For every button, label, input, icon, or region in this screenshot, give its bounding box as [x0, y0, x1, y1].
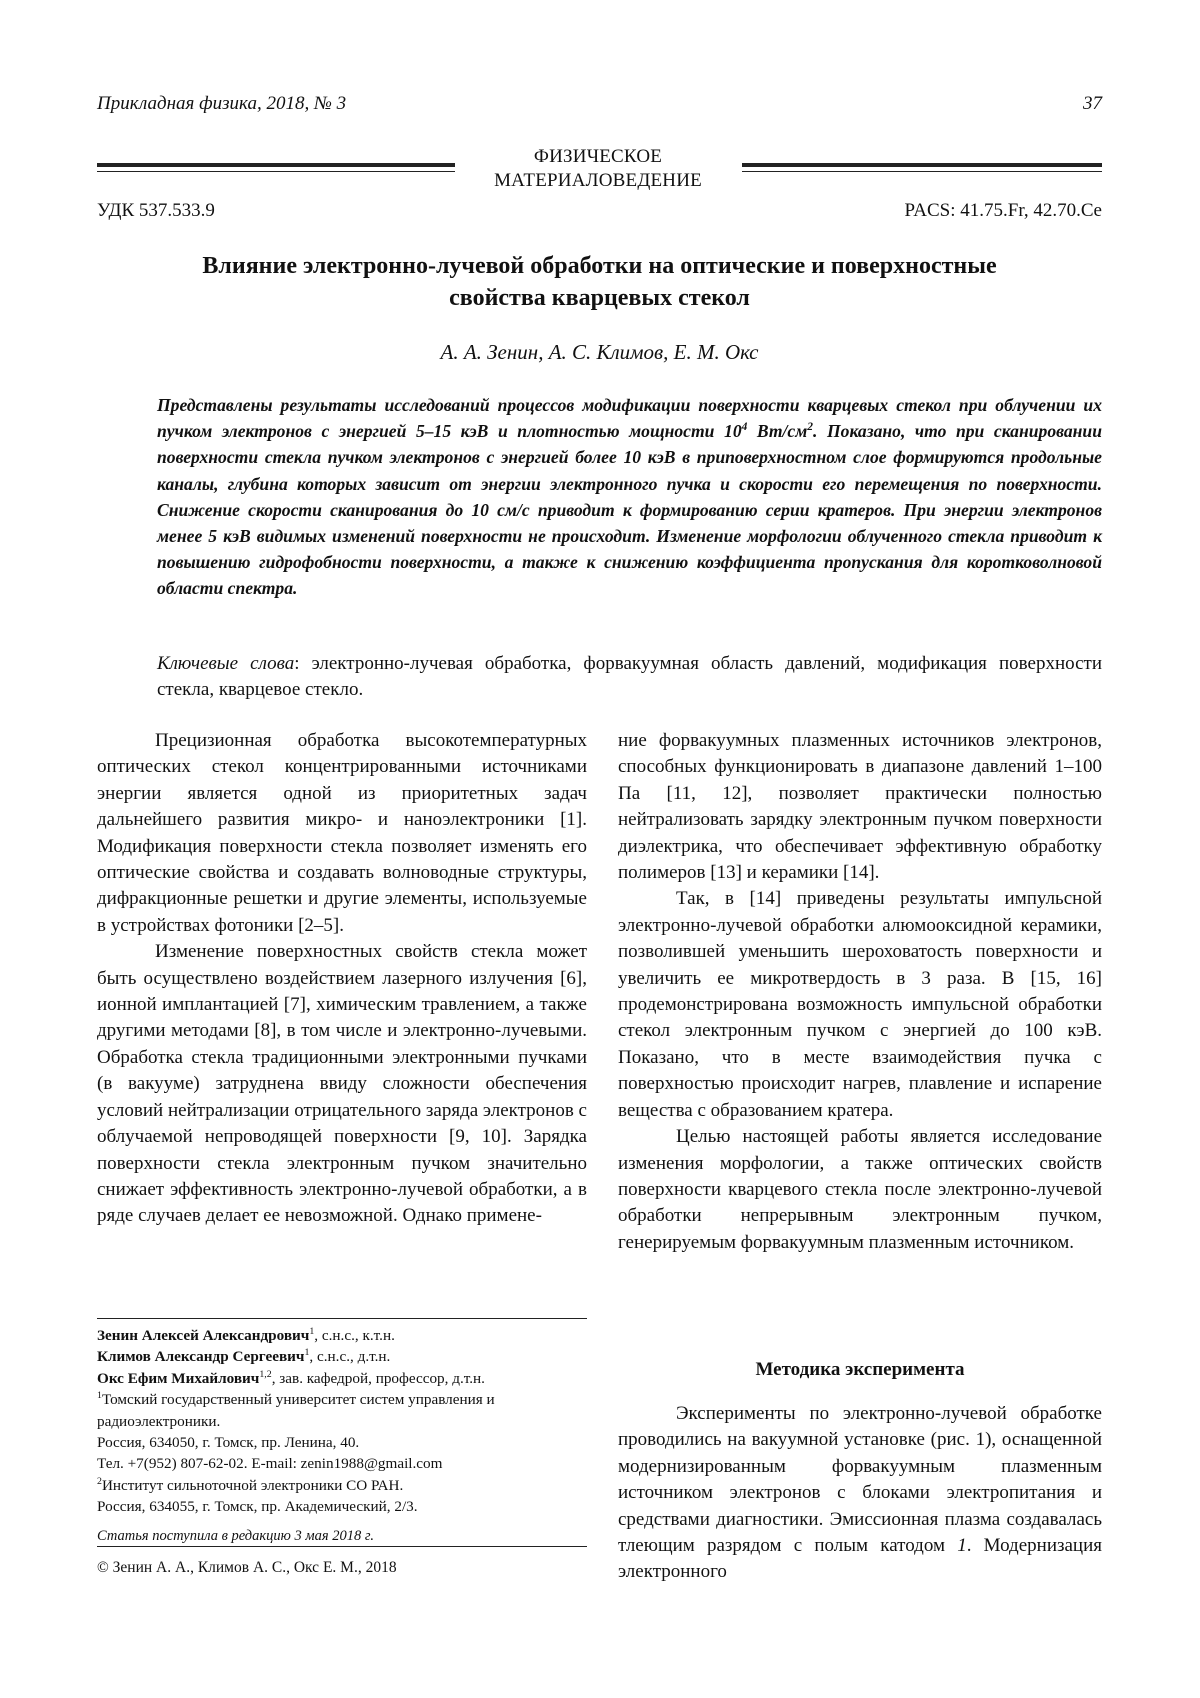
- footnote-author-2: [97, 1346, 597, 1367]
- methods-text-b: . Модернизация электронного: [618, 1535, 1102, 1582]
- section-title-line2: МАТЕРИАЛОВЕДЕНИЕ: [440, 169, 756, 193]
- footnote-affiliation-text: Институт сильноточной электроники СО РАН.: [102, 1477, 403, 1494]
- abstract-sup2: 2: [807, 421, 813, 433]
- footnote-address-1: Россия, 634050, г. Томск, пр. Ленина, 40.: [97, 1432, 597, 1453]
- body-right-column: [618, 728, 1102, 1256]
- footnote-author-name: Окс Ефим Михайлович: [97, 1370, 259, 1387]
- footnote-author-name: Зенин Алексей Александрович: [97, 1327, 309, 1344]
- section-rule-left: [97, 163, 455, 173]
- journal-running-title: Прикладная физика, 2018, № 3: [97, 93, 346, 115]
- footnote-author-name: Климов Александр Сергеевич: [97, 1348, 304, 1365]
- footnote-author-1: [97, 1325, 597, 1346]
- udc-code: УДК 537.533.9: [97, 200, 215, 222]
- copyright: © Зенин А. А., Климов А. С., Окс Е. М., 2018: [97, 1559, 397, 1577]
- article-title: [97, 250, 1102, 314]
- article-authors: А. А. Зенин, А. С. Климов, Е. М. Окс: [97, 340, 1102, 365]
- body-paragraph: Прецизионная обработка высокотемпературных оптических стекол концентрированными источниками энергии является одной из приоритетных задач дальнейшего развития микро- и наноэлектроники [1]. Модификация поверхности стекла позволяет изменять его оптические свойства и создавать волноводные структуры, дифракционные решетки и другие элементы, используемые в устройствах фотоники [2–5].: [97, 728, 587, 939]
- body-paragraph: [618, 1401, 1102, 1586]
- received-rule: [97, 1546, 587, 1547]
- abstract: [157, 392, 1102, 602]
- author-footnotes: [97, 1325, 597, 1518]
- body-paragraph: ние форвакуумных плазменных источников электронов, способных функционировать в диапазоне давлений 1–100 Па [11, 12], позволяет практически полностью нейтрализовать зарядку электронным пучком поверхности диэлектрика, что обеспечивает эффективную обработку полимеров [13] и керамики [14].: [618, 728, 1102, 886]
- footnote-affiliation-2: [97, 1475, 597, 1496]
- footnote-sup: 2: [97, 1476, 102, 1487]
- section-rule-right: [742, 163, 1102, 173]
- section-title-line1: ФИЗИЧЕСКОЕ: [440, 145, 756, 169]
- methods-text-a: Эксперименты по электронно-лучевой обработке проводились на вакуумной установке (рис. 1), оснащенной модернизированным форвакуумным плазменным источником электронов с блоками электропитания и средствами диагностики. Эмиссионная плазма создавалась тлеющим разрядом с полым катодом: [618, 1403, 1102, 1556]
- body-left-column: [97, 728, 587, 1230]
- footnote-sup: 1,2: [259, 1369, 271, 1380]
- keywords-text: : электронно-лучевая обработка, форвакуумная область давлений, модификация поверхности стекла, кварцевое стекло.: [157, 653, 1102, 700]
- footnote-contact: Тел. +7(952) 807-62-02. E-mail: zenin1988@gmail.com: [97, 1453, 597, 1474]
- methods-label-italic: 1: [957, 1535, 967, 1556]
- article-title-line2: свойства кварцевых стекол: [97, 282, 1102, 314]
- pacs-code: PACS: 41.75.Fr, 42.70.Ce: [904, 200, 1102, 222]
- abstract-sup1: 4: [742, 421, 748, 433]
- body-paragraph: Так, в [14] приведены результаты импульсной электронно-лучевой обработки алюмооксидной керамики, позволившей уменьшить шероховатость поверхности и увеличить ее микротвердость в 3 раза. В [15, 16] продемонстрирована возможность импульсной обработки стекол электронным пучком с энергией до 100 кэВ. Показано, что в месте взаимодействия пучка с поверхностью происходит нагрев, плавление и испарение вещества с образованием кратера.: [618, 886, 1102, 1124]
- footnote-author-role: , с.н.с., д.т.н.: [309, 1348, 390, 1365]
- section-title: [440, 145, 756, 193]
- footnote-rule: [97, 1318, 587, 1319]
- methods-text: [618, 1401, 1102, 1586]
- page-number: 37: [1083, 93, 1102, 115]
- footnote-address-2: Россия, 634055, г. Томск, пр. Академический, 2/3.: [97, 1496, 597, 1517]
- article-title-line1: Влияние электронно-лучевой обработки на оптические и поверхностные: [97, 250, 1102, 282]
- footnote-author-3: [97, 1368, 597, 1389]
- keywords: [157, 651, 1102, 703]
- footnote-author-role: , зав. кафедрой, профессор, д.т.н.: [272, 1370, 485, 1387]
- abstract-part1: Представлены результаты исследований процессов модификации поверхности кварцевых стекол при облучении их пучком электронов с энергией 5–15 кэВ и плотностью мощности 10: [157, 395, 1102, 441]
- footnote-sup: 1: [309, 1326, 314, 1337]
- footnote-affiliation-1: [97, 1389, 597, 1410]
- keywords-label: Ключевые слова: [157, 653, 294, 674]
- received-date: Статья поступила в редакцию 3 мая 2018 г.: [97, 1528, 374, 1545]
- footnote-author-role: , с.н.с., к.т.н.: [314, 1327, 395, 1344]
- body-paragraph: Изменение поверхностных свойств стекла может быть осуществлено воздействием лазерного излучения [6], ионной имплантацией [7], химическим травлением, а также другими методами [8], в том числе и электронно-лучевыми. Обработка стекла традиционными электронными пучками (в вакууме) затруднена ввиду сложности обеспечения условий нейтрализации отрицательного заряда электронов с облучаемой непроводящей поверхности [9, 10]. Зарядка поверхности стекла электронным пучком значительно снижает эффективность электронно-лучевой обработки, а в ряде случаев делает ее невозможной. Однако примене-: [97, 939, 587, 1229]
- footnote-affiliation-1-cont: радиоэлектроники.: [97, 1411, 597, 1432]
- abstract-part2: Вт/см: [747, 421, 807, 441]
- footnote-sup: 1: [97, 1390, 102, 1401]
- section-heading-methods: Методика эксперимента: [618, 1359, 1102, 1381]
- body-paragraph: Целью настоящей работы является исследование изменения морфологии, а также оптических свойств поверхности кварцевого стекла после электронно-лучевой обработки непрерывным электронным пучком, генерируемым форвакуумным плазменным источником.: [618, 1124, 1102, 1256]
- footnote-affiliation-text: Томский государственный университет систем управления и: [102, 1391, 495, 1408]
- footnote-sup: 1: [304, 1347, 309, 1358]
- abstract-part3: . Показано, что при сканировании поверхности стекла пучком электронов с энергией более 10 кэВ в приповерхностном слое формируются продольные каналы, глубина которых зависит от энергии электронного пучка и скорости его перемещения по поверхности. Снижение скорости сканирования до 10 см/с приводит к формированию серии кратеров. При энергии электронов менее 5 кэВ видимых изменений поверхности не происходит. Изменение морфологии облученного стекла приводит к повышению гидрофобности поверхности, а также к снижению коэффициента пропускания для коротковолновой области спектра.: [157, 421, 1102, 598]
